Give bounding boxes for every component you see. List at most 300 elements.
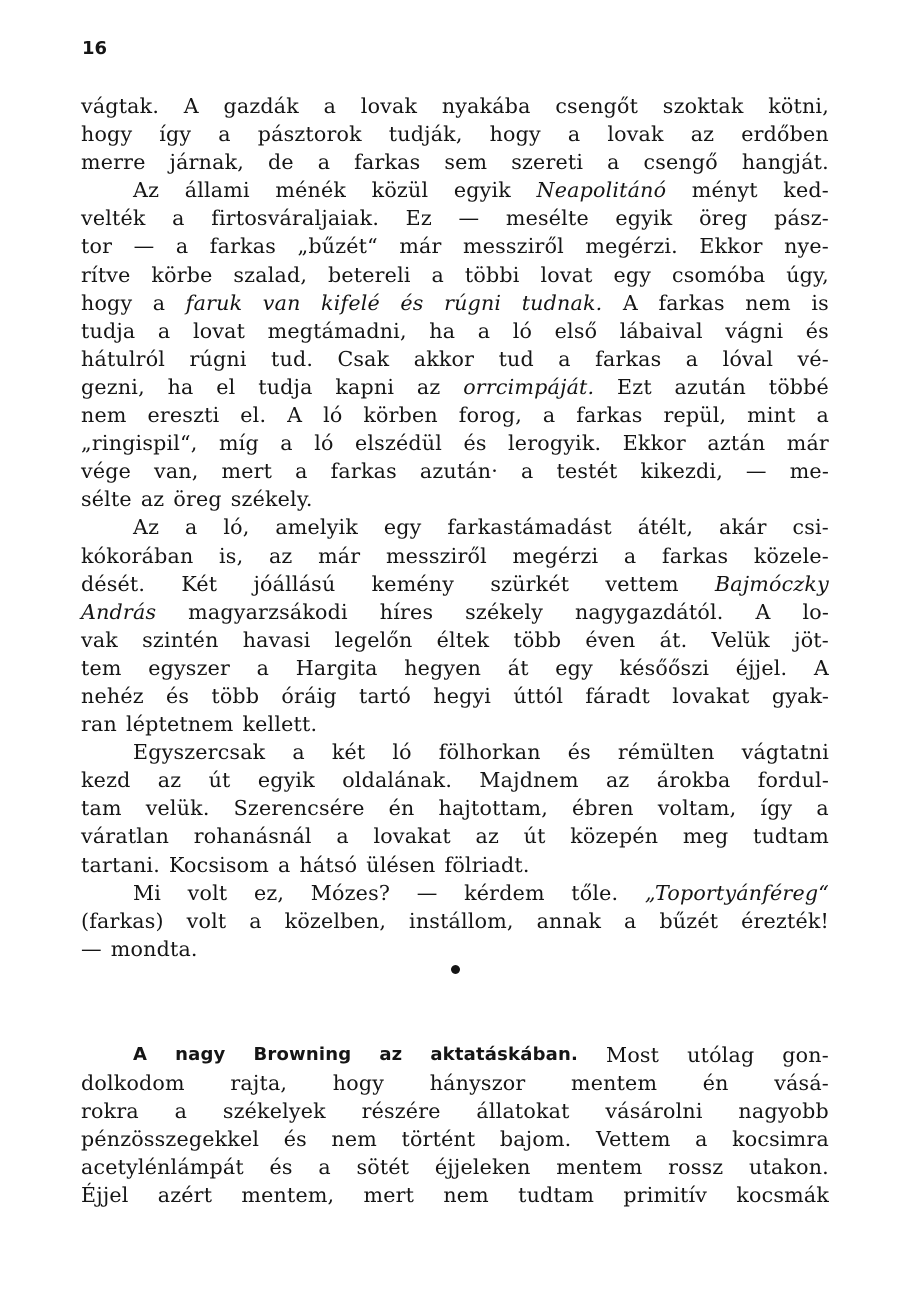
word: A (813, 655, 829, 680)
text-line (81, 289, 829, 317)
word: a (292, 740, 305, 765)
word: közül (371, 178, 429, 203)
word: úgy, (786, 262, 829, 287)
word: hogy (81, 122, 133, 147)
italic-word: „Toportyánféreg“ (644, 880, 829, 905)
word: ran (81, 712, 117, 737)
word: erdőben (741, 122, 829, 147)
word: hegyen (404, 655, 482, 680)
word: hogy (81, 290, 133, 315)
word: akkor (413, 346, 475, 371)
text-line (81, 373, 829, 401)
word: úttól (513, 683, 564, 708)
word: öreg (699, 206, 748, 231)
word: Csak (337, 346, 390, 371)
word: többi (464, 262, 520, 287)
word: merre (81, 150, 146, 175)
bold-heading-word: aktatáskában. (430, 1043, 579, 1065)
word: kocsmák (736, 1183, 829, 1208)
word: nyakába (441, 94, 531, 118)
word: repül, (663, 403, 727, 428)
word: léptetnem (126, 712, 234, 737)
text-line (81, 345, 829, 373)
word: első (554, 318, 598, 343)
word: — (745, 459, 767, 484)
word: a (249, 908, 262, 933)
text-line (81, 654, 829, 682)
word: lovak (360, 94, 418, 118)
word: farkas (658, 290, 725, 315)
word: me- (789, 459, 829, 484)
word: Mózes? (310, 880, 391, 905)
word: tudja (258, 374, 313, 399)
word: Éjjel (81, 1183, 129, 1208)
page-number: 16 (82, 38, 108, 59)
word: Szerencsére (233, 796, 365, 821)
word: az (140, 487, 165, 512)
word: több (211, 683, 260, 708)
word: Az (133, 515, 160, 540)
word: havasi (242, 627, 311, 652)
word: nye- (784, 234, 829, 259)
word: csengőt (555, 94, 639, 118)
text-line (81, 935, 829, 963)
text-line (81, 513, 829, 541)
word: közepén (570, 824, 659, 849)
word: hátsó (299, 852, 358, 877)
word: „bűzét“ (297, 234, 378, 259)
word: a (542, 403, 556, 428)
word: „ringispil“, (81, 431, 198, 456)
word: azután (674, 374, 746, 399)
word: legelőn (334, 627, 413, 652)
word: szürkét (490, 571, 570, 596)
word: farkas (576, 403, 643, 428)
text-line (81, 710, 829, 738)
word: éjjel. (735, 655, 788, 680)
word: a (431, 262, 445, 287)
word: Kocsisom (168, 852, 269, 877)
bullet-dot-icon (451, 965, 460, 974)
word: Ezt (617, 374, 652, 399)
word: rossz (668, 1155, 724, 1180)
word: gon- (782, 1042, 829, 1067)
text-line (81, 176, 829, 204)
text-line (81, 120, 829, 148)
word: a (280, 431, 293, 456)
word: történt (401, 1127, 476, 1152)
text-line (81, 1153, 829, 1181)
word: közele- (753, 543, 829, 568)
word: már (399, 234, 442, 259)
word: tam (81, 796, 122, 821)
word: velték (81, 206, 146, 231)
word: magyarzsákodi (188, 599, 348, 624)
word: csomóba (672, 262, 766, 287)
word: a (477, 318, 491, 343)
word: és (463, 431, 487, 456)
word: és (567, 740, 591, 765)
word: gyak- (771, 683, 829, 708)
word: az (605, 768, 630, 793)
word: kötni, (768, 94, 829, 118)
word: fölriadt. (444, 852, 530, 877)
word: ha (429, 318, 456, 343)
word: akár (718, 515, 767, 540)
word: mert (221, 459, 273, 484)
word: szintén (142, 627, 219, 652)
word: vásárolni (605, 1099, 703, 1124)
word: Ez (405, 206, 432, 231)
word: rajta, (230, 1071, 288, 1095)
word: nagyobb (738, 1099, 829, 1124)
word: betereli (328, 262, 411, 287)
word: a (318, 1155, 331, 1180)
text-line (81, 92, 829, 120)
word: sélte (81, 487, 132, 512)
word: kellett. (242, 712, 318, 737)
word: egy (613, 262, 652, 287)
italic-word: faruk (185, 290, 243, 315)
word: öreg (173, 487, 222, 512)
word: — (416, 880, 438, 905)
word: ményt (691, 178, 758, 203)
word: tudják, (388, 122, 463, 147)
word: kemény (371, 571, 455, 596)
word: körbe (151, 262, 213, 287)
word: acetylénlámpát (81, 1155, 244, 1180)
word: rúgni (189, 346, 247, 371)
word: mesélte (505, 206, 589, 231)
page-body (81, 92, 829, 1209)
word: tudtam (752, 824, 829, 849)
word: a (567, 122, 581, 147)
bold-heading-word: az (379, 1043, 403, 1065)
word: székelyek (222, 1099, 326, 1124)
bold-heading-word: A (133, 1043, 148, 1065)
word: rítve (81, 262, 131, 287)
word: de (267, 150, 294, 175)
word: a (152, 290, 166, 315)
word: a (172, 206, 185, 231)
word: volt (187, 880, 228, 905)
text-line (81, 626, 829, 654)
word: ked- (783, 178, 829, 203)
word: a (218, 122, 231, 147)
word: a (695, 1127, 708, 1152)
text-line (81, 794, 829, 822)
word: nagygazdától. (574, 599, 724, 624)
word: én (388, 796, 415, 821)
word: Most (606, 1042, 660, 1067)
word: lovakat (373, 824, 451, 849)
word: Egyszercsak (133, 740, 266, 765)
word: hajtottam, (438, 796, 548, 821)
word: Ekkor (699, 234, 763, 259)
word: el (216, 374, 236, 399)
word: volt (186, 908, 227, 933)
word: aztán (707, 431, 766, 456)
word: Hargita (295, 655, 378, 680)
word: tőle. (571, 880, 619, 905)
text-line (81, 232, 829, 260)
word: nem (331, 1127, 377, 1152)
word: a (521, 459, 534, 484)
word: annak (536, 908, 602, 933)
word: közelben, (284, 908, 387, 933)
word: fordul- (757, 768, 829, 793)
word: az (416, 374, 441, 399)
word: azután· (419, 459, 499, 484)
word: vettem (605, 571, 679, 596)
word: hányszor (429, 1071, 526, 1095)
text-line (81, 851, 829, 879)
italic-word: rúgni (444, 290, 502, 315)
word: tudtam (518, 1183, 595, 1208)
word: óráig (281, 683, 337, 708)
word: Vettem (595, 1127, 671, 1152)
word: a (175, 234, 189, 259)
word: hangját. (741, 150, 829, 175)
word: rémülten (617, 740, 715, 765)
word: lovak (607, 122, 664, 147)
word: ménék (275, 178, 347, 203)
word: farkas (330, 459, 397, 484)
word: járnak, (169, 150, 245, 175)
word: hegyi (433, 683, 492, 708)
word: át (507, 655, 529, 680)
word: elszédül (355, 431, 443, 456)
word: csi- (792, 515, 829, 540)
word: és (283, 1127, 307, 1152)
word: — (458, 206, 480, 231)
word: hogy (332, 1071, 385, 1095)
word: mentem (571, 1071, 658, 1095)
word: — (81, 936, 102, 961)
text-line (81, 682, 829, 710)
word: Velük (711, 627, 770, 652)
bold-heading-word: Browning (253, 1043, 352, 1065)
word: a (184, 515, 198, 540)
word: a (323, 94, 337, 118)
italic-word: kifelé (321, 290, 380, 315)
word: jóállású (253, 571, 336, 596)
word: egy (383, 515, 422, 540)
word: szalad, (233, 262, 308, 287)
word: mentem, (241, 1183, 335, 1208)
word: ereszti (147, 403, 220, 428)
word: ha (167, 374, 194, 399)
word: a (816, 796, 829, 821)
word: több (513, 627, 562, 652)
text-line (81, 429, 829, 457)
word: a (623, 543, 637, 568)
word: éjjeleken (434, 1155, 531, 1180)
word: sem (444, 150, 488, 175)
word: az (475, 824, 499, 849)
italic-word: és (400, 290, 424, 315)
word: is, (219, 543, 244, 568)
word: el. (240, 403, 267, 428)
word: mondta. (110, 936, 198, 961)
word: utakon. (749, 1155, 829, 1180)
word: utólag (687, 1042, 755, 1067)
word: oldalának. (342, 768, 453, 793)
text-line (81, 261, 829, 289)
word: ébren (572, 796, 634, 821)
word: megtámadni, (267, 318, 407, 343)
word: a (624, 908, 637, 933)
word: dését. (81, 571, 146, 596)
text-line (81, 907, 829, 935)
word: vége (81, 459, 131, 484)
word: egy (555, 655, 593, 680)
word: kikezdi, (640, 459, 723, 484)
word: egyik (615, 206, 673, 231)
word: vásá- (774, 1071, 829, 1095)
word: tor (81, 234, 113, 259)
word: voltam, (657, 796, 737, 821)
word: farkas (595, 346, 662, 371)
word: lovakat (672, 683, 750, 708)
text-line (81, 457, 829, 485)
italic-word: András (81, 599, 157, 624)
word: megérzi (512, 543, 599, 568)
word: két (331, 740, 366, 765)
word: út (523, 824, 546, 849)
word: kocsimra (732, 1127, 829, 1152)
word: tud. (271, 346, 314, 371)
word: kezd (81, 768, 131, 793)
word: fáradt (585, 683, 651, 708)
word: míg (218, 431, 259, 456)
word: vágtak. (81, 94, 160, 118)
word: nehéz (81, 683, 144, 708)
word: részére (361, 1099, 441, 1124)
text-line (81, 148, 829, 176)
word: a (336, 824, 349, 849)
word: ló, (223, 515, 250, 540)
word: az (268, 543, 293, 568)
word: vágni (725, 318, 784, 343)
word: instállom, (409, 908, 514, 933)
text-line (81, 1125, 829, 1153)
word: a (295, 459, 308, 484)
word: hogy (489, 122, 541, 147)
word: szereti (511, 150, 584, 175)
word: így (760, 796, 793, 821)
word: primitív (623, 1183, 708, 1208)
word: ló (314, 431, 334, 456)
word: tud (498, 346, 534, 371)
word: a (607, 150, 620, 175)
word: az (690, 122, 715, 147)
word: tartani. (81, 852, 160, 877)
word: kókorában (81, 543, 194, 568)
word: lovat (540, 262, 593, 287)
word: kérdem (464, 880, 545, 905)
word: nem (745, 290, 791, 315)
word: tartó (358, 683, 412, 708)
italic-word: tudnak. (521, 290, 603, 315)
word: a (317, 150, 331, 175)
word: Két (181, 571, 218, 596)
word: szoktak (662, 94, 744, 118)
word: ülésen (366, 852, 436, 877)
word: út (208, 768, 231, 793)
word: firtosváraljaiak. (211, 206, 380, 231)
word: nem (443, 1183, 489, 1208)
word: váratlan (81, 824, 170, 849)
text-line (81, 1041, 829, 1069)
word: én (702, 1071, 729, 1095)
word: lerogyik. (508, 431, 602, 456)
word: éven (585, 627, 636, 652)
text-line (81, 401, 829, 429)
word: rokra (81, 1099, 139, 1124)
word: A (755, 599, 771, 624)
word: már (318, 543, 361, 568)
word: székely (465, 599, 544, 624)
text-line (81, 1097, 829, 1125)
word: mentem (556, 1155, 643, 1180)
word: lóval (722, 346, 774, 371)
word: és (269, 1155, 293, 1180)
bold-heading-word: nagy (175, 1043, 226, 1065)
word: farkas (354, 150, 421, 175)
text-line (81, 738, 829, 766)
word: a (174, 1099, 188, 1124)
word: rohanásnál (193, 824, 312, 849)
word: nem (81, 403, 127, 428)
word: állami (184, 178, 250, 203)
word: érezték! (741, 908, 829, 933)
word: egyik (453, 178, 511, 203)
word: tudja (81, 318, 136, 343)
word: mert (363, 1183, 415, 1208)
word: már (786, 431, 829, 456)
word: egyik (257, 768, 315, 793)
word: az (157, 768, 182, 793)
word: jöt- (794, 627, 829, 652)
word: Az (133, 178, 160, 203)
word: lovat (192, 318, 246, 343)
word: így (159, 122, 192, 147)
text-line (81, 879, 829, 907)
word: farkas (661, 543, 729, 568)
word: gezni, (81, 374, 145, 399)
word: csengő (643, 150, 718, 175)
italic-word: Neapolitánó (536, 178, 667, 203)
word: híres (379, 599, 434, 624)
italic-word: Bajmóczky (714, 571, 829, 596)
text-line (81, 1181, 829, 1209)
word: állatokat (476, 1099, 570, 1124)
word: mint (747, 403, 796, 428)
word: A (287, 403, 303, 428)
word: amelyik (275, 515, 359, 540)
word: a (558, 346, 571, 371)
word: át. (659, 627, 688, 652)
word: a (685, 346, 699, 371)
word: a (816, 403, 829, 428)
word: a (256, 655, 270, 680)
word: székely. (230, 487, 313, 512)
word: gazdák (223, 94, 299, 118)
italic-word: van (262, 290, 301, 315)
word: meg (682, 824, 729, 849)
word: átélt, (637, 515, 694, 540)
